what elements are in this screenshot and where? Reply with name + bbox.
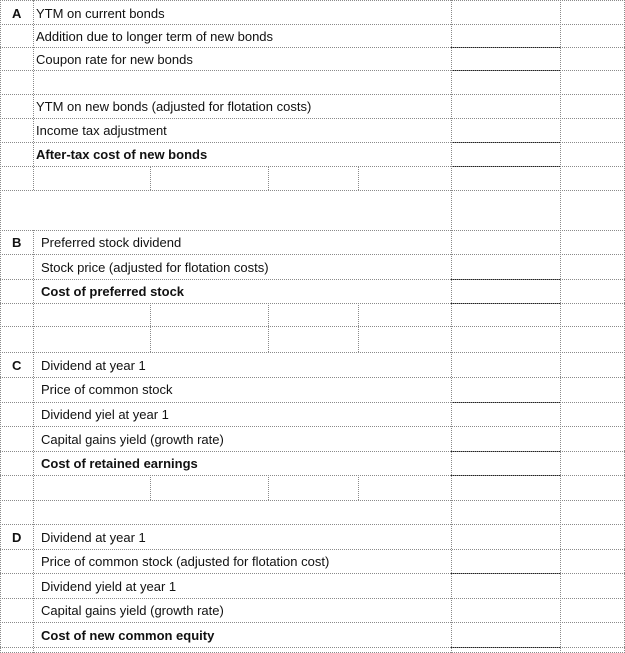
row-label-c-dividend-year1: Dividend at year 1	[41, 358, 146, 373]
row-label-ytm-new: YTM on new bonds (adjusted for flotation costs)	[36, 99, 312, 114]
row-gridline	[0, 118, 625, 119]
row-gridline	[0, 70, 625, 71]
row-label-dividend-yiel: Dividend yiel at year 1	[41, 407, 169, 422]
row-gridline	[0, 94, 625, 95]
row-label-coupon-rate: Coupon rate for new bonds	[36, 52, 193, 67]
row-gridline	[0, 352, 625, 353]
row-gridline	[0, 500, 625, 501]
row-label-d-dividend-year1: Dividend at year 1	[41, 530, 146, 545]
row-gridline	[0, 402, 625, 403]
row-label-dividend-yield: Dividend yield at year 1	[41, 579, 177, 594]
row-gridline	[0, 279, 625, 280]
section-letter-c: C	[12, 358, 22, 373]
row-label-cost-preferred: Cost of preferred stock	[41, 284, 185, 299]
section-letter-b: B	[12, 235, 22, 250]
section-letter-a: A	[12, 6, 22, 21]
row-gridline	[0, 190, 625, 191]
column-gridline	[358, 166, 359, 190]
row-gridline	[0, 524, 625, 525]
column-gridline	[358, 475, 359, 500]
row-label-price-common-adjusted: Price of common stock (adjusted for flotation cost)	[41, 554, 330, 569]
row-gridline	[0, 622, 625, 623]
row-label-stock-price-adjusted: Stock price (adjusted for flotation costs)	[41, 260, 269, 275]
row-gridline	[0, 142, 625, 143]
row-gridline	[0, 426, 625, 427]
row-gridline	[0, 0, 625, 1]
column-gridline	[150, 303, 151, 352]
row-gridline	[0, 303, 625, 304]
column-gridline	[268, 303, 269, 352]
row-gridline	[0, 475, 625, 476]
row-gridline	[0, 326, 625, 327]
row-gridline	[0, 647, 625, 648]
row-label-ytm-current: YTM on current bonds	[36, 6, 165, 21]
row-gridline	[0, 166, 625, 167]
section-letter-d: D	[12, 530, 22, 545]
row-label-after-tax-cost-bonds: After-tax cost of new bonds	[36, 147, 208, 162]
row-gridline	[0, 254, 625, 255]
row-label-preferred-dividend: Preferred stock dividend	[41, 235, 182, 250]
row-label-addition-longer-term: Addition due to longer term of new bonds	[36, 29, 274, 44]
row-gridline	[0, 598, 625, 599]
row-gridline	[0, 451, 625, 452]
row-label-price-common: Price of common stock	[41, 382, 173, 397]
column-gridline	[358, 303, 359, 352]
row-gridline	[0, 549, 625, 550]
row-label-cost-new-equity: Cost of new common equity	[41, 628, 215, 643]
row-label-c-capital-gains: Capital gains yield (growth rate)	[41, 432, 224, 447]
row-gridline	[0, 24, 625, 25]
row-label-income-tax-adjustment: Income tax adjustment	[36, 123, 167, 138]
column-gridline	[150, 475, 151, 500]
column-gridline	[33, 230, 34, 653]
row-label-d-capital-gains: Capital gains yield (growth rate)	[41, 603, 224, 618]
row-gridline	[0, 573, 625, 574]
row-gridline	[0, 377, 625, 378]
row-gridline	[0, 230, 625, 231]
column-gridline	[33, 0, 34, 190]
row-label-cost-retained: Cost of retained earnings	[41, 456, 198, 471]
row-gridline	[0, 47, 625, 48]
column-gridline	[268, 166, 269, 190]
column-gridline	[268, 475, 269, 500]
column-gridline	[150, 166, 151, 190]
